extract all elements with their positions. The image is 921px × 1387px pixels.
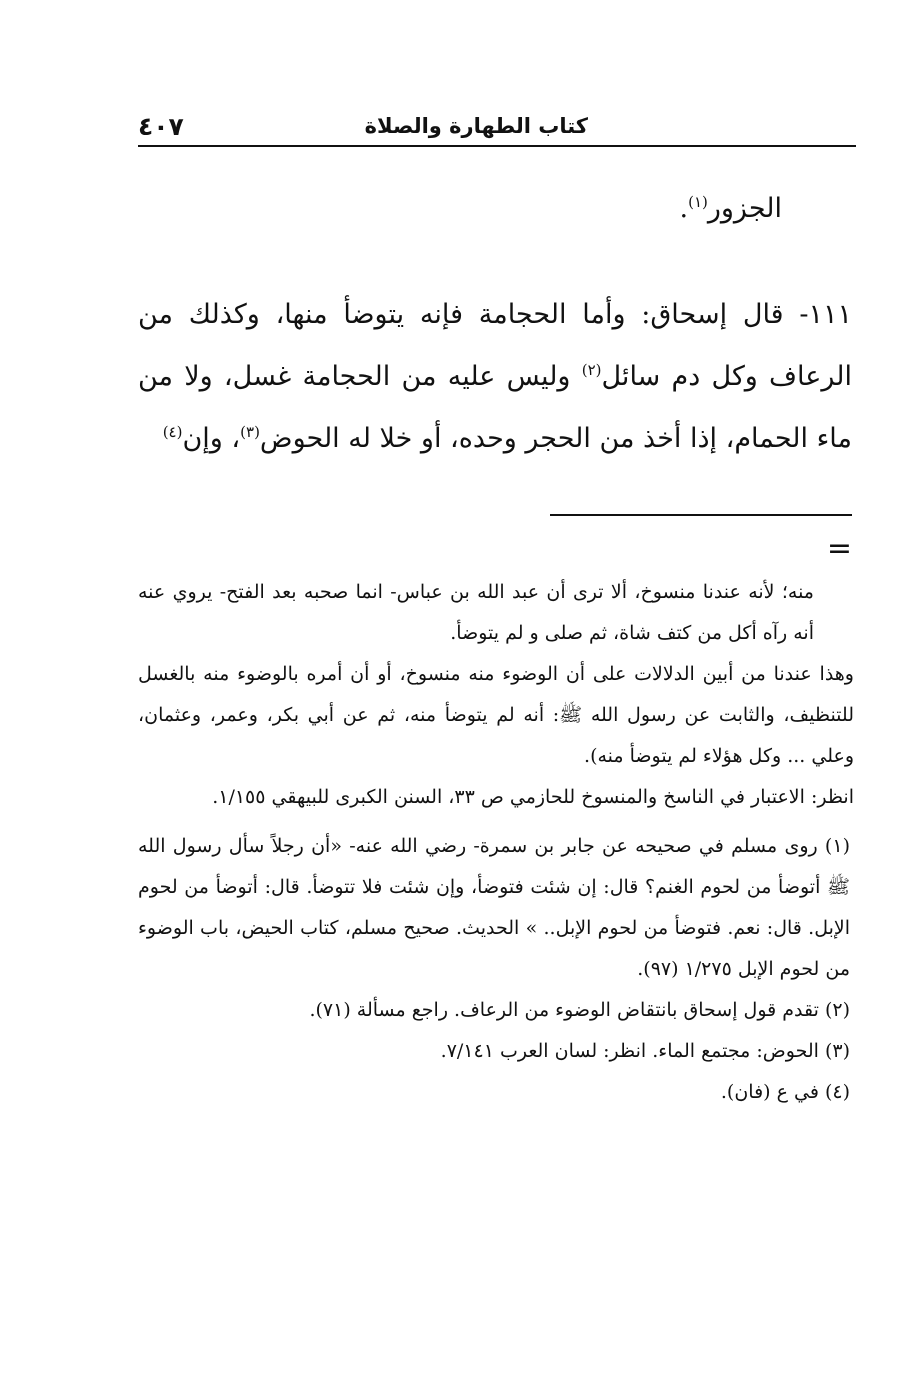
text-segment: الجزور bbox=[707, 193, 782, 224]
footnote-separator bbox=[550, 514, 852, 516]
previous-paragraph-ending bbox=[138, 178, 782, 240]
footnote-ref: (١) bbox=[688, 193, 708, 211]
footnote-1: (١) روى مسلم في صحيحه عن جابر بن سمرة- رضي الله عنه- «أن رجلاً سأل رسول الله ﷺ أتوضأ من لحوم الغنم؟ قال: إن شئت فتوضأ، وإن شئت فلا تتوضأ. قال: أتوضأ من لحوم الإبل. قال: نعم. فتوضأ من لحوم الإبل.. » الحديث. صحيح مسلم، كتاب الحيض، باب الوضوء من لحوم الإبل ١/٢٧٥ (٩٧). bbox=[138, 835, 850, 980]
continuation-mark: = bbox=[826, 531, 852, 566]
spacer bbox=[138, 818, 854, 826]
footnote-continued-paragraph: منه؛ لأنه عندنا منسوخ، ألا ترى أن عبد الله بن عباس- انما صحبه بعد الفتح- يروي عنه أنه رآه أكل من كتف شاة، ثم صلى و لم يتوضأ. bbox=[138, 581, 814, 644]
paragraph-111 bbox=[138, 284, 852, 470]
footnote-ref: (٢) bbox=[581, 361, 602, 379]
footnote-continued-paragraph: انظر: الاعتبار في الناسخ والمنسوخ للحازمي ص ٣٣، السنن الكبرى للبيهقي ١/١٥٥. bbox=[212, 786, 854, 808]
text-segment: ، وإن bbox=[182, 423, 241, 454]
footnote-continued-paragraph: وهذا عندنا من أبين الدلالات على أن الوضوء منه منسوخ، أو أن أمره بالوضوء منه بالغسل للتنظيف، والثابت عن رسول الله ﷺ: أنه لم يتوضأ منه، ثم عن أبي بكر، وعمر، وعثمان، وعلي ... وكل هؤلاء لم يتوضأ منه). bbox=[138, 663, 854, 767]
running-header bbox=[138, 108, 856, 144]
main-text bbox=[138, 178, 852, 470]
text-segment: ١١١- قال إسحاق: وأما الحجامة فإنه يتوضأ منها، وكذلك من الرعاف وكل دم سائل bbox=[138, 299, 853, 392]
text-segment: وليس عليه من الحجامة غسل، ولا من ماء الحمام، إذا أخذ من الحجر وحده، أو خلا له الحوض bbox=[138, 361, 852, 454]
footnote-4: (٤) في ع (فان). bbox=[720, 1081, 850, 1103]
footnote-ref: (٤) bbox=[162, 423, 183, 441]
header-rule bbox=[138, 145, 856, 147]
footnote-3: (٣) الحوض: مجتمع الماء. انظر: لسان العرب ٧/١٤١. bbox=[440, 1040, 850, 1062]
footnotes bbox=[138, 572, 854, 1113]
footnote-2: (٢) تقدم قول إسحاق بانتقاض الوضوء من الرعاف. راجع مسألة (٧١). bbox=[309, 999, 850, 1021]
page-number: ٤٠٧ bbox=[138, 111, 184, 141]
text-segment: . bbox=[679, 193, 689, 224]
footnote-ref: (٣) bbox=[240, 423, 260, 441]
book-title: كتاب الطهارة والصلاة bbox=[364, 114, 588, 138]
